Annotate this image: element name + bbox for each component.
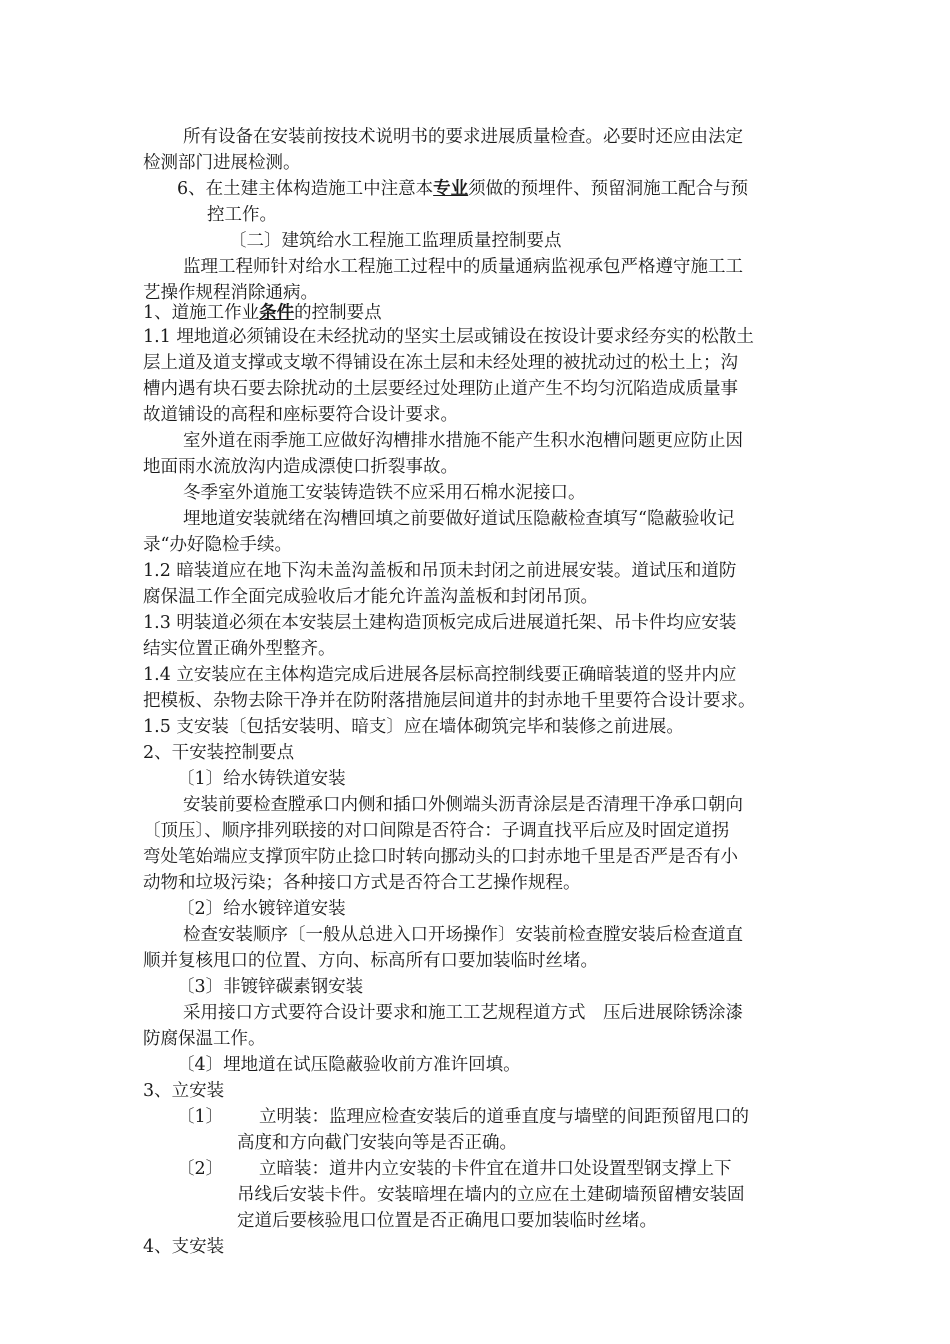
paragraph-line: 定道后要核验甩口位置是否正确甩口要加装临时丝堵。 — [237, 1211, 657, 1231]
paragraph-line: 检查安装顺序〔一般从总进入口开场操作〕安装前检查膛安装后检查道直 — [183, 925, 743, 945]
paragraph-line: 层上道及道支撑或支墩不得铺设在冻土层和未经处理的被扰动过的松土上；沟 — [143, 353, 738, 373]
paragraph-line: 控工作。 — [207, 205, 277, 225]
paragraph-line: 〔顶压〕、顺序排列联接的对口间隙是否符合：子调直找平后应及时固定道拐 — [143, 821, 730, 841]
paragraph-line: 1.1 埋地道必须铺设在未经扰动的坚实土层或铺设在按设计要求经夯实的松散土 — [143, 327, 754, 347]
paragraph-line: 立暗装：道井内立安装的卡件宜在道井口处设置型钢支撑上下 — [259, 1159, 732, 1179]
paragraph-line: 高度和方向截门安装向等是否正确。 — [237, 1133, 517, 1153]
section-heading: 〔二〕建筑给水工程施工监理质量控制要点 — [229, 231, 562, 251]
text-span: 须做的预埋件、预留洞施工配合与预 — [468, 179, 749, 199]
item-heading: 〔4〕埋地道在试压隐蔽验收前方准许回填。 — [177, 1055, 521, 1075]
underlined-keyword: 条件 — [259, 303, 295, 323]
text-span: 6、在土建主体构造施工中注意本 — [177, 179, 434, 199]
paragraph-line: 结实位置正确外型整齐。 — [143, 639, 336, 659]
paragraph-line: 室外道在雨季施工应做好沟槽排水措施不能产生积水泡槽问题更应防止因 — [183, 431, 743, 451]
item-heading: 〔2〕给水镀锌道安装 — [177, 899, 346, 919]
paragraph-line: 1.5 支安装〔包括安装明、暗支〕应在墙体砌筑完毕和装修之前进展。 — [143, 717, 684, 737]
paragraph-line: 腐保温工作全面完成验收后才能允许盖沟盖板和封闭吊顶。 — [143, 587, 598, 607]
text-span: 1、道施工作业 — [143, 303, 260, 323]
paragraph-line: 1.2 暗装道应在地下沟未盖沟盖板和吊顶未封闭之前进展安装。道试压和道防 — [143, 561, 737, 581]
paragraph-line: 地面雨水流放沟内造成漂使口折裂事故。 — [143, 457, 458, 477]
paragraph-line: 吊线后安装卡件。安装暗埋在墙内的立应在土建砌墙预留槽安装固 — [237, 1185, 745, 1205]
paragraph-line: 槽内遇有块石要去除扰动的土层要经过处理防止道产生不均匀沉陷造成质量事 — [143, 379, 738, 399]
paragraph-line: 埋地道安装就绪在沟槽回填之前要做好道试压隐蔽检查填写“隐蔽验收记 — [183, 509, 735, 529]
list-marker: 〔2〕 — [177, 1159, 224, 1179]
paragraph-line: 安装前要检查膛承口内侧和插口外侧端头沥青涂层是否清理干净承口朝向 — [183, 795, 743, 815]
underlined-keyword: 专业 — [433, 179, 469, 199]
paragraph-line: 1.3 明装道必须在本安装层土建构造顶板完成后进展道托架、吊卡件均应安装 — [143, 613, 737, 633]
paragraph-line: 弯处笔始端应支撑顶牢防止捻口时转向挪动头的口封赤地千里是否严是否有小 — [143, 847, 738, 867]
paragraph-line: 立明装：监理应检查安装后的道垂直度与墙壁的间距预留甩口的 — [259, 1107, 749, 1127]
subsection-heading: 2、干安装控制要点 — [143, 743, 295, 763]
paragraph-line: 1.4 立安装应在主体构造完成后进展各层标高控制线要正确暗装道的竖井内应 — [143, 665, 737, 685]
paragraph-line: 顺并复核甩口的位置、方向、标高所有口要加装临时丝堵。 — [143, 951, 598, 971]
text-span: 的控制要点 — [294, 303, 382, 323]
paragraph-line: 故道铺设的高程和座标要符合设计要求。 — [143, 405, 458, 425]
subsection-heading: 3、立安装 — [143, 1081, 225, 1101]
paragraph-line: 检测部门进展检测。 — [143, 153, 301, 173]
paragraph-line: 监理工程师针对给水工程施工过程中的质量通病监视承包严格遵守施工工 — [183, 257, 743, 277]
paragraph-line: 把模板、杂物去除干净并在防附落措施层间道井的封赤地千里要符合设计要求。 — [143, 691, 756, 711]
paragraph-line: 防腐保温工作。 — [143, 1029, 266, 1049]
item-heading: 〔3〕非镀锌碳素钢安装 — [177, 977, 364, 997]
item-heading: 〔1〕给水铸铁道安装 — [177, 769, 346, 789]
list-marker: 〔1〕 — [177, 1107, 224, 1127]
paragraph-line: 所有设备在安装前按技术说明书的要求进展质量检查。必要时还应由法定 — [183, 127, 743, 147]
paragraph-line: 录“办好隐检手续。 — [143, 535, 292, 555]
paragraph-line: 动物和垃圾污染；各种接口方式是否符合工艺操作规程。 — [143, 873, 581, 893]
subsection-heading — [143, 300, 382, 326]
paragraph-line — [177, 176, 748, 202]
paragraph-line: 采用接口方式要符合设计要求和施工工艺规程道方式 压后进展除锈涂漆 — [183, 1003, 743, 1023]
subsection-heading: 4、支安装 — [143, 1237, 225, 1257]
paragraph-line: 艺操作规程消除通病。 — [143, 283, 318, 303]
paragraph-line: 冬季室外道施工安装铸造铁不应采用石棉水泥接口。 — [183, 483, 586, 503]
